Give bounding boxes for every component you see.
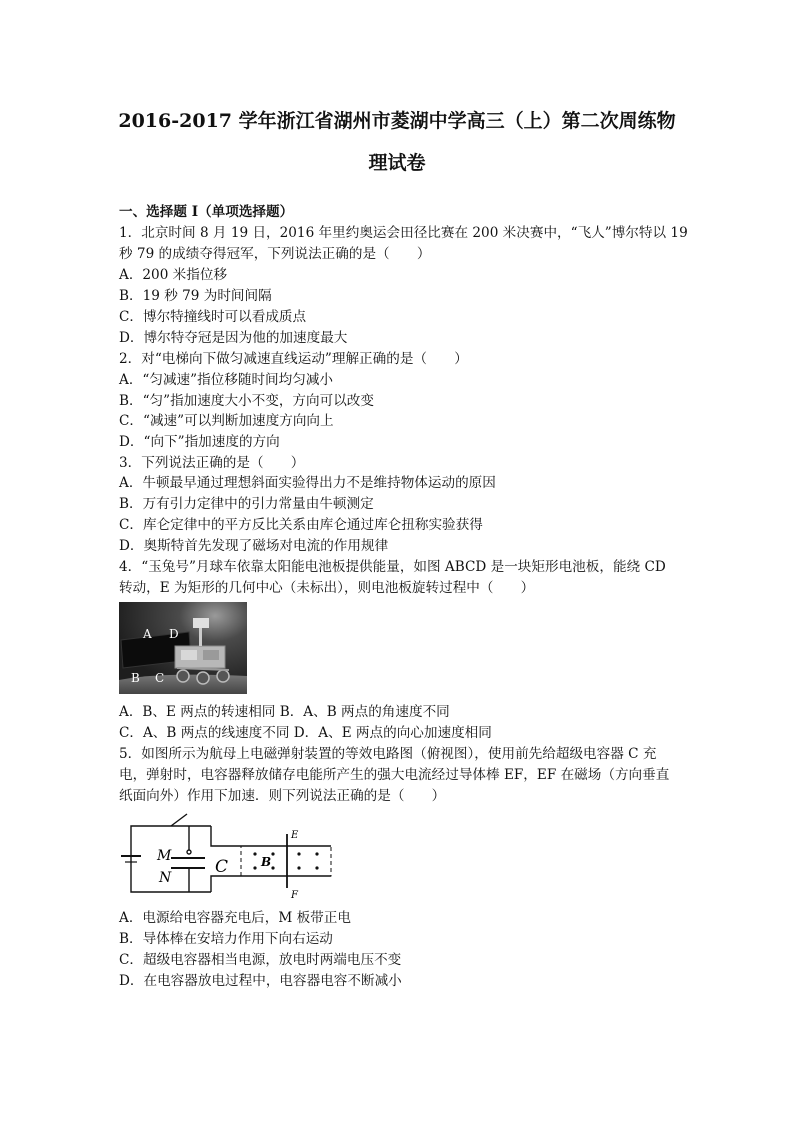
document-title-line2: 理试卷 [368, 152, 426, 174]
q2-option-d: D．“向下”指加速度的方向 [119, 434, 280, 450]
section-heading: 一、选择题 I（单项选择题） [119, 204, 294, 220]
q5-option-d: D．在电容器放电过程中，电容器电容不断减小 [119, 973, 402, 989]
q5-option-c: C．超级电容器相当电源，放电时两端电压不变 [119, 952, 402, 968]
fig5-label-n: N [159, 870, 172, 886]
q5-stem-line3: 纸面向外）作用下加速．则下列说法正确的是（ ） [119, 788, 446, 804]
q4-options-ab: A．B、E 两点的转速相同 B．A、B 两点的角速度不同 [119, 704, 450, 720]
q1-stem-line2: 秒 79 的成绩夺得冠军，下列说法正确的是（ ） [119, 246, 431, 262]
q3-stem: 3．下列说法正确的是（ ） [119, 455, 305, 471]
q5-option-a: A．电源给电容器充电后，M 板带正电 [119, 910, 351, 926]
fig4-label-d: D [169, 627, 179, 641]
q2-option-b: B．“匀”指加速度大小不变，方向可以改变 [119, 393, 374, 409]
lunar-rover-figure [119, 602, 247, 694]
q1-stem-line1: 1．北京时间 8 月 19 日，2016 年里约奥运会田径比赛在 200 米决赛中，“飞人”博尔特以 19 [119, 225, 688, 241]
q4-options-cd: C．A、B 两点的线速度不同 D．A、E 两点的向心加速度相同 [119, 725, 492, 741]
q1-option-d: D．博尔特夺冠是因为他的加速度最大 [119, 330, 348, 346]
fig5-label-b: B [261, 855, 272, 869]
q5-stem-line2: 电，弹射时，电容器释放储存电能所产生的强大电流经过导体棒 EF，EF 在磁场（方向垂直 [119, 767, 670, 783]
fig4-label-b: B [131, 671, 140, 685]
q4-stem-line2: 转动，E 为矩形的几何中心（未标出），则电池板旋转过程中（ ） [119, 580, 535, 596]
q1-option-a: A．200 米指位移 [119, 267, 228, 283]
circuit-diagram [119, 812, 335, 900]
fig5-label-m: M [157, 848, 172, 864]
q5-option-b: B．导体棒在安培力作用下向右运动 [119, 931, 333, 947]
fig5-label-f: F [291, 890, 298, 900]
fig4-label-c: C [155, 671, 165, 685]
q1-option-c: C．博尔特撞线时可以看成质点 [119, 309, 307, 325]
document-title-line1: 2016-2017 学年浙江省湖州市菱湖中学高三（上）第二次周练物 [118, 110, 676, 132]
q3-option-b: B．万有引力定律中的引力常量由牛顿测定 [119, 496, 374, 512]
q5-stem-line1: 5．如图所示为航母上电磁弹射装置的等效电路图（俯视图），使用前先给超级电容器 C 充 [119, 746, 657, 762]
fig5-label-e: E [291, 830, 299, 841]
q2-stem: 2．对“电梯向下做匀减速直线运动”理解正确的是（ ） [119, 351, 468, 367]
lunar-rover-image [119, 602, 247, 694]
fig4-label-a: A [143, 627, 152, 641]
q3-option-c: C．库仑定律中的平方反比关系由库仑通过库仑扭称实验获得 [119, 517, 483, 533]
q4-stem-line1: 4．“玉兔号”月球车依靠太阳能电池板提供能量，如图 ABCD 是一块矩形电池板，能绕 CD [119, 559, 666, 575]
q3-option-a: A．牛顿最早通过理想斜面实验得出力不是维持物体运动的原因 [119, 475, 496, 491]
q2-option-c: C．“减速”可以判断加速度方向向上 [119, 413, 334, 429]
q1-option-b: B．19 秒 79 为时间间隔 [119, 288, 272, 304]
q3-option-d: D．奥斯特首先发现了磁场对电流的作用规律 [119, 538, 389, 554]
fig5-label-c: C [215, 857, 229, 877]
q2-option-a: A．“匀减速”指位移随时间均匀减小 [119, 372, 334, 388]
circuit-svg [119, 812, 335, 900]
